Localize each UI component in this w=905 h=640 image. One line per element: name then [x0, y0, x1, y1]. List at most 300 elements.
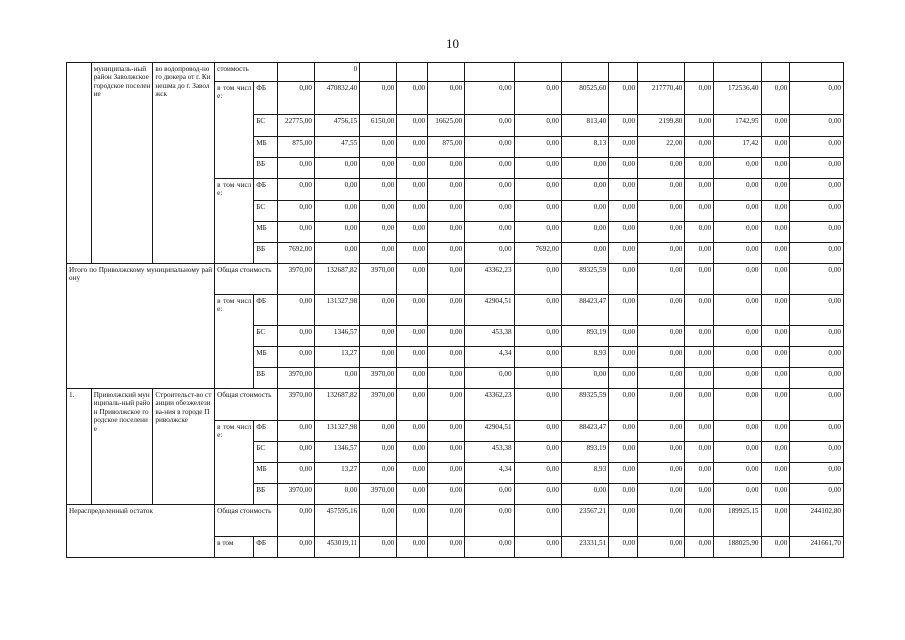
value-cell: 0,00 — [277, 442, 314, 463]
value-cell: 0,00 — [790, 243, 844, 264]
row-number-cell: 1. — [67, 389, 92, 505]
value-cell: 0,00 — [609, 442, 638, 463]
value-cell: 0,00 — [638, 179, 685, 201]
including-label: в том числе: — [215, 179, 254, 264]
value-cell: 3970,00 — [360, 389, 397, 421]
value-cell: 0,00 — [638, 368, 685, 389]
value-cell: 0,00 — [277, 326, 314, 347]
value-cell: 0,00 — [465, 243, 514, 264]
value-cell: 470832,40 — [314, 82, 359, 115]
value-cell: 0,00 — [638, 243, 685, 264]
funding-source-cell: ВБ — [254, 484, 278, 505]
value-cell: 0,00 — [397, 347, 428, 368]
value-cell: 0,00 — [277, 222, 314, 243]
value-cell: 1346,57 — [314, 326, 359, 347]
value-cell: 0,00 — [277, 82, 314, 115]
value-cell: 89325,59 — [561, 264, 608, 295]
value-cell: 0,00 — [609, 484, 638, 505]
value-cell: 0,00 — [790, 463, 844, 484]
value-cell: 188025,90 — [714, 537, 761, 558]
value-cell: 0,00 — [277, 179, 314, 201]
value-cell: 3970,00 — [360, 264, 397, 295]
value-cell: 0,00 — [761, 158, 790, 179]
value-cell: 0,00 — [561, 179, 608, 201]
value-cell: 0,00 — [638, 421, 685, 442]
value-cell: 0,00 — [714, 389, 761, 421]
value-cell: 0 — [314, 63, 359, 82]
total-cost-label: Общая стоимость — [215, 505, 278, 537]
value-cell: 0,00 — [277, 347, 314, 368]
value-cell: 80525,60 — [561, 82, 608, 115]
value-cell: 0,00 — [428, 505, 465, 537]
value-cell: 0,00 — [790, 201, 844, 222]
value-cell: 0,00 — [714, 179, 761, 201]
value-cell: 89325,59 — [561, 389, 608, 421]
value-cell: 0,00 — [685, 179, 714, 201]
value-cell: 0,00 — [790, 484, 844, 505]
value-cell: 0,00 — [638, 347, 685, 368]
value-cell: 0,00 — [277, 158, 314, 179]
value-cell: 0,00 — [277, 421, 314, 442]
value-cell: 0,00 — [314, 368, 359, 389]
value-cell: 0,00 — [685, 368, 714, 389]
value-cell: 0,00 — [761, 222, 790, 243]
value-cell: 0,00 — [561, 243, 608, 264]
value-cell: 0,00 — [638, 264, 685, 295]
value-cell: 0,00 — [714, 442, 761, 463]
value-cell: 17,42 — [714, 137, 761, 158]
value-cell: 0,00 — [465, 115, 514, 137]
value-cell: 0,00 — [428, 463, 465, 484]
page-number: 10 — [446, 36, 459, 51]
budget-table — [66, 62, 844, 558]
table-row — [67, 505, 844, 537]
value-cell: 0,00 — [360, 243, 397, 264]
value-cell: 893,19 — [561, 442, 608, 463]
funding-source-cell: ФБ — [254, 421, 278, 442]
value-cell: 0,00 — [277, 295, 314, 326]
value-cell — [514, 63, 561, 82]
value-cell: 0,00 — [465, 158, 514, 179]
value-cell: 0,00 — [714, 201, 761, 222]
value-cell: 0,00 — [761, 421, 790, 442]
value-cell: 0,00 — [465, 222, 514, 243]
value-cell: 0,00 — [428, 264, 465, 295]
value-cell: 0,00 — [790, 82, 844, 115]
value-cell — [790, 63, 844, 82]
value-cell: 0,00 — [638, 505, 685, 537]
value-cell: 0,00 — [685, 421, 714, 442]
table-row — [67, 63, 844, 82]
value-cell: 3970,00 — [277, 368, 314, 389]
value-cell — [638, 63, 685, 82]
value-cell: 0,00 — [714, 222, 761, 243]
value-cell: 0,00 — [790, 295, 844, 326]
value-cell: 0,00 — [790, 115, 844, 137]
value-cell: 8,93 — [561, 463, 608, 484]
value-cell: 453,38 — [465, 442, 514, 463]
total-cost-label: Общая стоимость — [215, 389, 278, 421]
funding-source-cell: ФБ — [254, 82, 278, 115]
value-cell: 8,13 — [561, 137, 608, 158]
value-cell: 0,00 — [790, 389, 844, 421]
value-cell: 0,00 — [428, 537, 465, 558]
value-cell: 3970,00 — [360, 484, 397, 505]
value-cell: 0,00 — [397, 389, 428, 421]
value-cell: 0,00 — [685, 158, 714, 179]
value-cell: 0,00 — [428, 389, 465, 421]
value-cell: 0,00 — [397, 484, 428, 505]
value-cell: 0,00 — [714, 421, 761, 442]
value-cell — [360, 63, 397, 82]
value-cell: 1742,95 — [714, 115, 761, 137]
value-cell: 0,00 — [360, 158, 397, 179]
value-cell: 0,00 — [761, 326, 790, 347]
value-cell — [465, 63, 514, 82]
value-cell: 0,00 — [609, 201, 638, 222]
value-cell: 0,00 — [609, 326, 638, 347]
funding-source-cell: МБ — [254, 222, 278, 243]
value-cell: 0,00 — [397, 201, 428, 222]
value-cell: 0,00 — [609, 463, 638, 484]
value-cell: 0,00 — [428, 179, 465, 201]
entity-cell: муниципаль-ный район Заволжское городское поселение — [91, 63, 153, 264]
value-cell: 0,00 — [790, 347, 844, 368]
value-cell: 0,00 — [790, 137, 844, 158]
value-cell: 2199,80 — [638, 115, 685, 137]
value-cell: 0,00 — [397, 115, 428, 137]
value-cell: 0,00 — [465, 179, 514, 201]
value-cell: 0,00 — [638, 389, 685, 421]
value-cell: 0,00 — [609, 389, 638, 421]
value-cell: 0,00 — [428, 326, 465, 347]
value-cell: 875,00 — [277, 137, 314, 158]
value-cell: 0,00 — [761, 537, 790, 558]
value-cell: 0,00 — [465, 537, 514, 558]
value-cell: 0,00 — [685, 389, 714, 421]
value-cell: 0,00 — [465, 82, 514, 115]
value-cell: 0,00 — [790, 421, 844, 442]
value-cell: 0,00 — [397, 326, 428, 347]
value-cell: 0,00 — [638, 463, 685, 484]
value-cell: 0,00 — [514, 222, 561, 243]
funding-source-cell: БС — [254, 201, 278, 222]
object-cell: во водопровод-ного дюкера от г. Кинешма до г. Заволжск — [153, 63, 215, 264]
value-cell: 0,00 — [465, 368, 514, 389]
value-cell: 0,00 — [277, 505, 314, 537]
value-cell: 131327,98 — [314, 421, 359, 442]
value-cell: 0,00 — [514, 115, 561, 137]
value-cell: 23567,21 — [561, 505, 608, 537]
value-cell: 0,00 — [561, 484, 608, 505]
value-cell: 0,00 — [609, 158, 638, 179]
value-cell: 0,00 — [714, 484, 761, 505]
value-cell: 88423,47 — [561, 295, 608, 326]
value-cell: 0,00 — [609, 505, 638, 537]
including-label: в том числе: — [215, 82, 254, 179]
value-cell: 0,00 — [561, 158, 608, 179]
value-cell: 0,00 — [685, 201, 714, 222]
value-cell: 0,00 — [685, 347, 714, 368]
value-cell: 0,00 — [514, 82, 561, 115]
value-cell: 875,00 — [428, 137, 465, 158]
value-cell: 0,00 — [761, 243, 790, 264]
value-cell — [561, 63, 608, 82]
value-cell: 8,93 — [561, 347, 608, 368]
value-cell: 0,00 — [277, 201, 314, 222]
value-cell: 0,00 — [685, 137, 714, 158]
value-cell: 0,00 — [761, 295, 790, 326]
value-cell: 0,00 — [514, 179, 561, 201]
value-cell: 132687,82 — [314, 389, 359, 421]
value-cell: 0,00 — [397, 264, 428, 295]
entity-cell: Приволжский муниципаль-ный район Приволжское городское поселение — [91, 389, 153, 505]
value-cell: 0,00 — [714, 368, 761, 389]
funding-source-cell: ВБ — [254, 243, 278, 264]
value-cell: 0,00 — [714, 295, 761, 326]
value-cell: 0,00 — [428, 484, 465, 505]
value-cell: 0,00 — [397, 158, 428, 179]
value-cell: 172536,40 — [714, 82, 761, 115]
value-cell: 0,00 — [360, 201, 397, 222]
table-row — [67, 264, 844, 295]
value-cell: 0,00 — [397, 222, 428, 243]
value-cell: 0,00 — [761, 442, 790, 463]
value-cell: 0,00 — [465, 505, 514, 537]
value-cell: 0,00 — [397, 179, 428, 201]
value-cell: 4756,15 — [314, 115, 359, 137]
value-cell: 0,00 — [685, 463, 714, 484]
funding-source-cell: ВБ — [254, 158, 278, 179]
value-cell — [714, 63, 761, 82]
value-cell — [428, 63, 465, 82]
value-cell: 0,00 — [514, 505, 561, 537]
value-cell: 0,00 — [360, 421, 397, 442]
value-cell — [277, 63, 314, 82]
value-cell: 0,00 — [638, 295, 685, 326]
value-cell: 0,00 — [360, 137, 397, 158]
value-cell: 0,00 — [397, 421, 428, 442]
funding-source-cell: МБ — [254, 137, 278, 158]
funding-source-cell: БС — [254, 326, 278, 347]
value-cell: 0,00 — [561, 201, 608, 222]
funding-source-cell: ВБ — [254, 368, 278, 389]
value-cell: 0,00 — [314, 179, 359, 201]
value-cell: 1346,57 — [314, 442, 359, 463]
value-cell — [609, 63, 638, 82]
value-cell: 0,00 — [428, 442, 465, 463]
value-cell: 22775,00 — [277, 115, 314, 137]
value-cell: 0,00 — [685, 264, 714, 295]
value-cell: 0,00 — [314, 243, 359, 264]
value-cell: 13,27 — [314, 347, 359, 368]
value-cell: 0,00 — [790, 442, 844, 463]
value-cell: 189925,15 — [714, 505, 761, 537]
value-cell: 0,00 — [609, 137, 638, 158]
value-cell: 0,00 — [428, 347, 465, 368]
value-cell: 0,00 — [514, 484, 561, 505]
value-cell: 0,00 — [514, 421, 561, 442]
budget-table-body — [67, 63, 844, 558]
total-cost-label: Общая стоимость — [215, 264, 278, 295]
value-cell: 0,00 — [638, 442, 685, 463]
value-cell: 0,00 — [360, 222, 397, 243]
funding-source-cell: ФБ — [254, 179, 278, 201]
funding-source-cell: МБ — [254, 347, 278, 368]
value-cell: 0,00 — [397, 295, 428, 326]
value-cell: 0,00 — [514, 463, 561, 484]
value-cell: 0,00 — [514, 201, 561, 222]
value-cell: 0,00 — [761, 463, 790, 484]
value-cell: 0,00 — [609, 368, 638, 389]
value-cell: 22,00 — [638, 137, 685, 158]
value-cell: 0,00 — [685, 505, 714, 537]
value-cell: 0,00 — [609, 82, 638, 115]
value-cell: 241661,70 — [790, 537, 844, 558]
value-cell: 0,00 — [761, 505, 790, 537]
including-label: в том числе: — [215, 295, 254, 389]
value-cell: 0,00 — [761, 347, 790, 368]
funding-source-cell: ФБ — [254, 537, 278, 558]
value-cell: 0,00 — [465, 484, 514, 505]
value-cell: 0,00 — [638, 158, 685, 179]
value-cell: 4,34 — [465, 463, 514, 484]
value-cell: 16625,00 — [428, 115, 465, 137]
value-cell: 0,00 — [514, 137, 561, 158]
value-cell: 0,00 — [685, 442, 714, 463]
value-cell: 217770,40 — [638, 82, 685, 115]
remainder-label-cell: Нераспределенный остаток — [67, 505, 215, 558]
value-cell — [761, 63, 790, 82]
value-cell: 0,00 — [465, 137, 514, 158]
value-cell: 0,00 — [428, 295, 465, 326]
value-cell: 244102,80 — [790, 505, 844, 537]
funding-source-cell: ФБ — [254, 295, 278, 326]
value-cell: 0,00 — [277, 463, 314, 484]
value-cell: 0,00 — [397, 243, 428, 264]
value-cell: 0,00 — [397, 537, 428, 558]
value-cell: 0,00 — [638, 222, 685, 243]
value-cell: 0,00 — [790, 179, 844, 201]
value-cell: 813,40 — [561, 115, 608, 137]
value-cell: 0,00 — [397, 82, 428, 115]
value-cell: 7692,00 — [514, 243, 561, 264]
value-cell: 0,00 — [360, 442, 397, 463]
value-cell: 13,27 — [314, 463, 359, 484]
value-cell: 0,00 — [790, 264, 844, 295]
value-cell: 0,00 — [714, 463, 761, 484]
value-cell: 0,00 — [397, 463, 428, 484]
value-cell: 0,00 — [561, 368, 608, 389]
value-cell: 453019,11 — [314, 537, 359, 558]
value-cell: 0,00 — [714, 264, 761, 295]
value-cell — [685, 63, 714, 82]
value-cell: 0,00 — [360, 326, 397, 347]
value-cell: 0,00 — [638, 326, 685, 347]
including-label: в том числе: — [215, 421, 254, 505]
value-cell: 0,00 — [397, 137, 428, 158]
value-cell: 0,00 — [314, 222, 359, 243]
value-cell: 0,00 — [714, 347, 761, 368]
value-cell: 88423,47 — [561, 421, 608, 442]
value-cell: 0,00 — [428, 158, 465, 179]
including-label: в том — [215, 537, 254, 558]
value-cell: 0,00 — [761, 82, 790, 115]
value-cell: 0,00 — [428, 368, 465, 389]
value-cell: 0,00 — [761, 137, 790, 158]
value-cell: 6150,00 — [360, 115, 397, 137]
value-cell: 0,00 — [609, 347, 638, 368]
value-cell: 0,00 — [360, 295, 397, 326]
value-cell: 0,00 — [761, 389, 790, 421]
value-cell: 0,00 — [685, 326, 714, 347]
value-cell: 0,00 — [360, 537, 397, 558]
value-cell: 453,38 — [465, 326, 514, 347]
value-cell: 0,00 — [428, 82, 465, 115]
value-cell: 0,00 — [761, 368, 790, 389]
value-cell: 0,00 — [561, 222, 608, 243]
summary-label-cell: Итого по Приволжскому муниципальному району — [67, 264, 215, 389]
value-cell: 0,00 — [514, 442, 561, 463]
value-cell: 0,00 — [360, 347, 397, 368]
value-cell: 0,00 — [514, 326, 561, 347]
value-cell — [397, 63, 428, 82]
value-cell: 0,00 — [761, 484, 790, 505]
value-cell: 43362,23 — [465, 389, 514, 421]
value-cell: 42904,51 — [465, 421, 514, 442]
value-cell: 0,00 — [685, 537, 714, 558]
value-cell: 0,00 — [514, 295, 561, 326]
funding-source-cell: БС — [254, 442, 278, 463]
value-cell: 0,00 — [277, 537, 314, 558]
value-cell: 0,00 — [428, 421, 465, 442]
value-cell: 0,00 — [714, 326, 761, 347]
row-number-cell — [67, 63, 92, 264]
value-cell: 0,00 — [685, 484, 714, 505]
value-cell: 23331,51 — [561, 537, 608, 558]
value-cell: 0,00 — [790, 326, 844, 347]
value-cell: 0,00 — [790, 368, 844, 389]
value-cell: 0,00 — [638, 201, 685, 222]
value-cell: 0,00 — [609, 295, 638, 326]
value-cell: 0,00 — [609, 115, 638, 137]
value-cell: 0,00 — [685, 243, 714, 264]
value-cell: 0,00 — [790, 158, 844, 179]
value-cell: 0,00 — [714, 158, 761, 179]
total-cost-label: стоимость — [215, 63, 278, 82]
value-cell: 0,00 — [514, 537, 561, 558]
value-cell: 0,00 — [609, 537, 638, 558]
object-cell: Строительст-во станции обезжелезива-ния в городе Приволжске — [153, 389, 215, 505]
value-cell: 7692,00 — [277, 243, 314, 264]
value-cell: 0,00 — [514, 264, 561, 295]
value-cell: 0,00 — [514, 158, 561, 179]
value-cell: 0,00 — [360, 82, 397, 115]
value-cell: 0,00 — [428, 243, 465, 264]
funding-source-cell: МБ — [254, 463, 278, 484]
value-cell: 0,00 — [314, 484, 359, 505]
value-cell: 0,00 — [609, 421, 638, 442]
value-cell: 0,00 — [761, 179, 790, 201]
value-cell: 0,00 — [685, 82, 714, 115]
value-cell: 0,00 — [514, 347, 561, 368]
value-cell: 893,19 — [561, 326, 608, 347]
value-cell: 0,00 — [360, 179, 397, 201]
value-cell: 3970,00 — [277, 389, 314, 421]
value-cell: 0,00 — [397, 505, 428, 537]
value-cell: 4,34 — [465, 347, 514, 368]
value-cell: 43362,23 — [465, 264, 514, 295]
